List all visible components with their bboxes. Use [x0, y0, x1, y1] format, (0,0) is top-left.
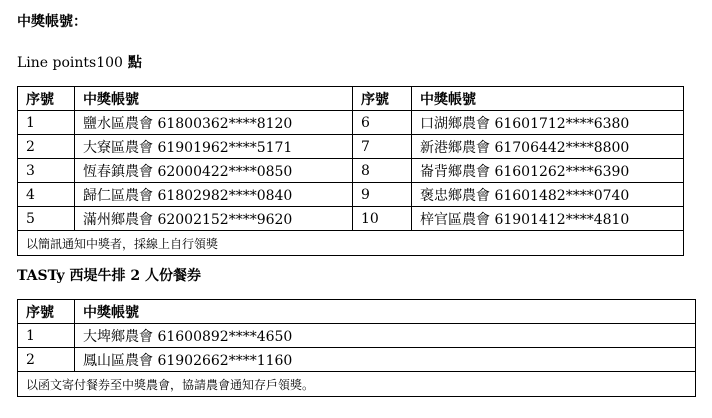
serial-cell: 3	[18, 159, 75, 183]
account-cell: 歸仁區農會 61802982****0840	[75, 183, 353, 207]
account-cell: 大埤鄉農會 61600892****4650	[75, 324, 696, 348]
serial-cell: 7	[353, 135, 412, 159]
account-cell: 鳳山區農會 61902662****1160	[75, 348, 696, 372]
section2-title: TASTy 西堤牛排 2 人份餐券	[17, 268, 202, 284]
account-cell: 滿州鄉農會 62002152****9620	[75, 207, 353, 231]
serial-cell: 9	[353, 183, 412, 207]
serial-cell: 4	[18, 183, 75, 207]
account-cell: 褒忠鄉農會 61601482****0740	[412, 183, 684, 207]
header-serial: 序號	[18, 300, 75, 324]
winners-heading: 中獎帳號：	[17, 14, 87, 30]
account-cell: 口湖鄉農會 61601712****6380	[412, 111, 684, 135]
table-row	[18, 324, 696, 348]
table-row	[18, 183, 684, 207]
table-row	[18, 135, 684, 159]
serial-cell: 2	[18, 135, 75, 159]
section1-title	[17, 52, 142, 72]
table-row	[18, 111, 684, 135]
account-cell: 恆春鎮農會 62000422****0850	[75, 159, 353, 183]
account-cell: 鹽水區農會 61800362****8120	[75, 111, 353, 135]
table-row	[18, 207, 684, 231]
account-cell: 新港鄉農會 61706442****8800	[412, 135, 684, 159]
header-serial-2: 序號	[353, 87, 412, 111]
line-points-winners-table	[17, 86, 684, 256]
serial-cell: 1	[18, 111, 75, 135]
section2-note: 以函文寄付餐券至中獎農會，協請農會通知存戶領獎。	[18, 372, 696, 397]
header-account: 中獎帳號	[75, 300, 696, 324]
serial-cell: 2	[18, 348, 75, 372]
section1-title-suffix: 點	[127, 55, 142, 71]
table-header-row	[18, 300, 696, 324]
section1-note: 以簡訊通知中獎者，採線上自行領獎	[18, 231, 684, 256]
section1-title-prefix: Line points100	[17, 55, 123, 71]
header-serial: 序號	[18, 87, 75, 111]
table-row	[18, 159, 684, 183]
steak-voucher-winners-table	[17, 299, 696, 397]
account-cell: 梓官區農會 61901412****4810	[412, 207, 684, 231]
table-note-row	[18, 372, 696, 397]
header-account-2: 中獎帳號	[412, 87, 684, 111]
serial-cell: 10	[353, 207, 412, 231]
table-note-row	[18, 231, 684, 256]
serial-cell: 6	[353, 111, 412, 135]
serial-cell: 1	[18, 324, 75, 348]
table-row	[18, 348, 696, 372]
table-header-row	[18, 87, 684, 111]
header-account: 中獎帳號	[75, 87, 353, 111]
serial-cell: 8	[353, 159, 412, 183]
account-cell: 大寮區農會 61901962****5171	[75, 135, 353, 159]
account-cell: 崙背鄉農會 61601262****6390	[412, 159, 684, 183]
serial-cell: 5	[18, 207, 75, 231]
